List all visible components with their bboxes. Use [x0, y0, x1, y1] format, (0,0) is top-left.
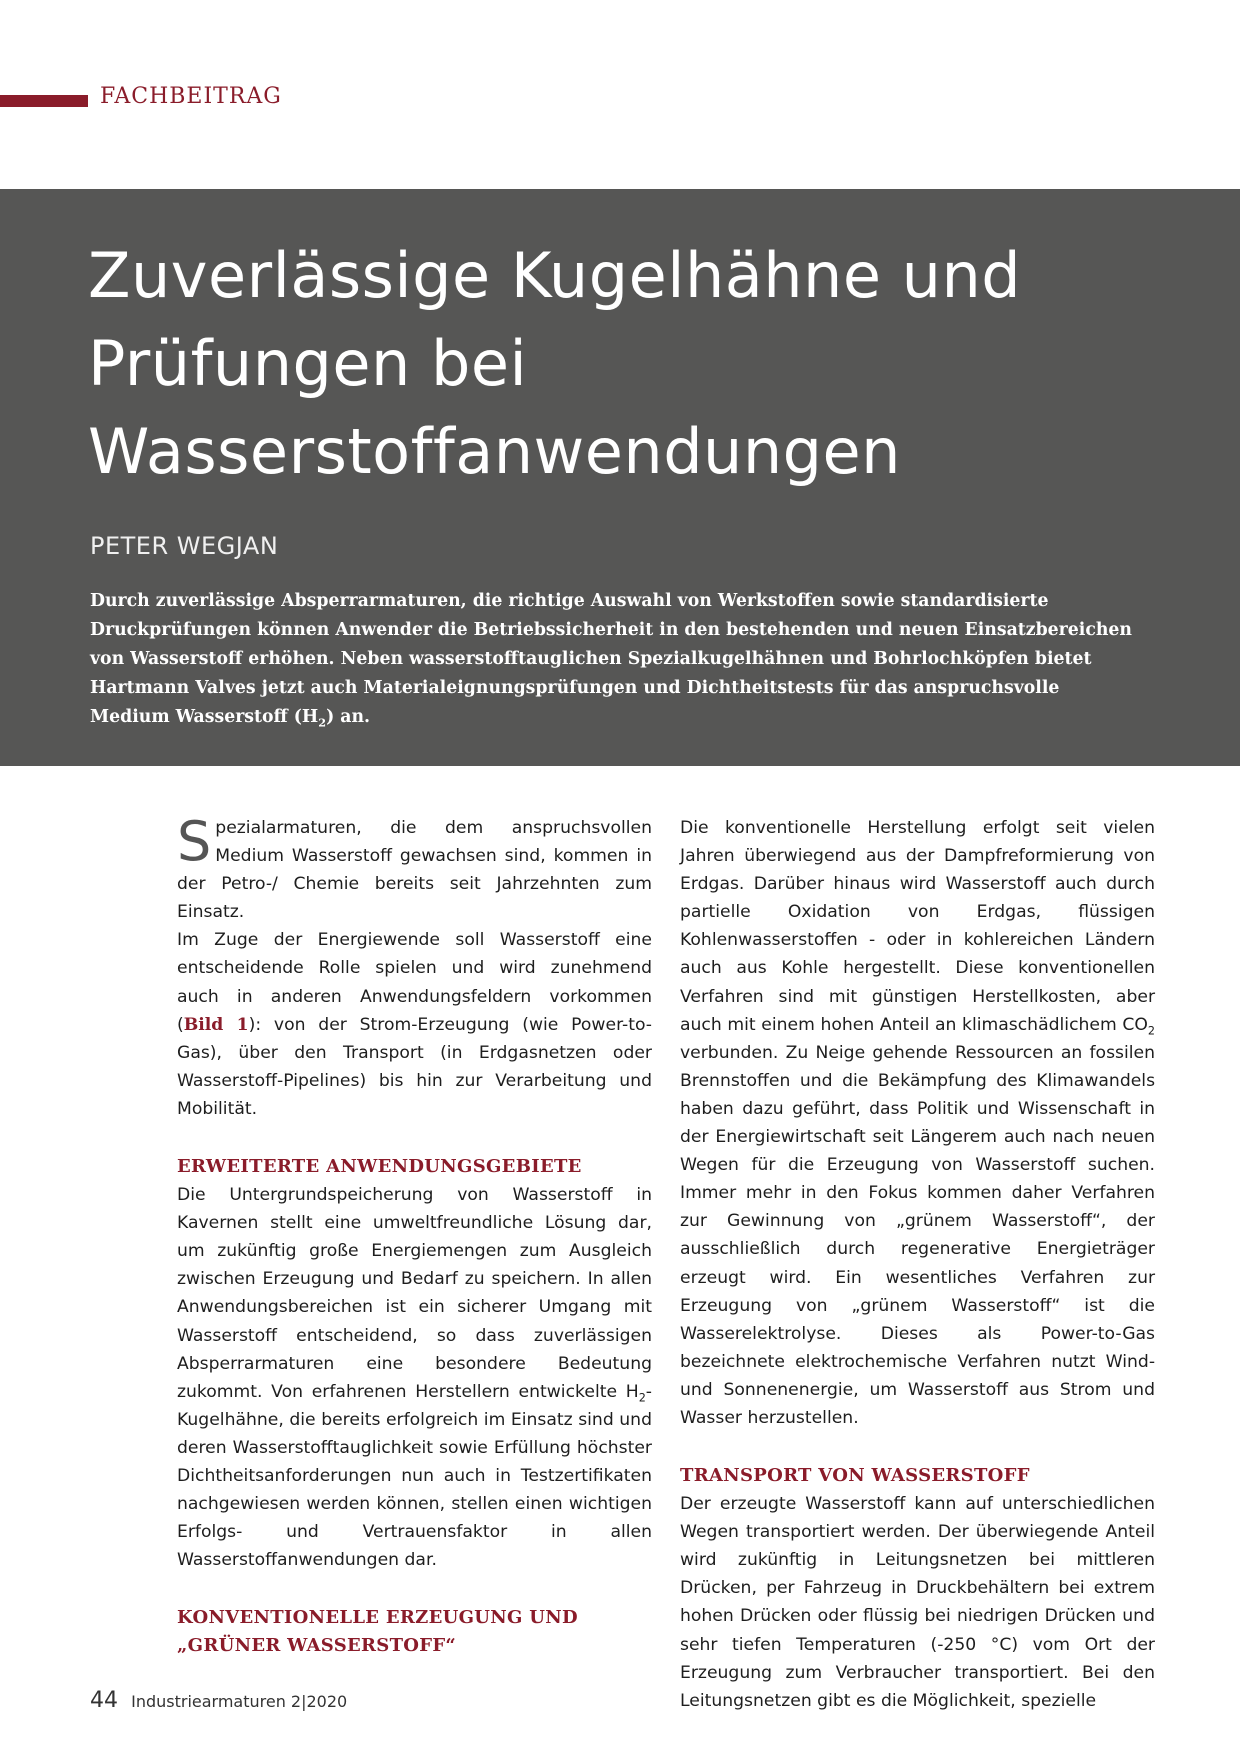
transport-paragraph: Der erzeugte Wasserstoff kann auf unterschiedlichen Wegen transportiert werden. Der überwiegende Anteil wird zukünftig in Leitungsnetzen bei mittleren Drücken, per Fahrzeug in Druckbehältern bei extrem hohen Drücken oder flüssig bei niedrigen Drücken und sehr tiefen Temperaturen (-250 °C) vom Ort der Erzeugung zum Verbraucher transportiert. Bei den Leitungsnetzen gibt es die Möglichkeit, spezielle — [680, 1494, 1155, 1711]
lead-end: ) an. — [326, 707, 371, 727]
text-column-left — [177, 810, 653, 1660]
section-label: FACHBEITRAG — [100, 84, 282, 109]
figure-reference-link[interactable]: Bild 1 — [183, 1014, 249, 1035]
drop-cap: S — [177, 810, 212, 873]
lead-subscript: 2 — [318, 715, 327, 730]
lead-text: Durch zuverlässige Absperrarmaturen, die richtige Auswahl von Werkstoffen sowie standardisierte Druckprüfungen können Anwender die Betriebssicherheit in den bestehenden und neuen Einsatzbereichen von Wasserstoff erhöhen. Neben wasserstofftauglichen Spezialkugelhähnen und Bohrlochköpfen bietet Hartmann Valves jetzt auch Materialeignungsprüfungen und Dichtheitstests für das anspruchsvolle Medium Wasserstoff (H — [90, 591, 1132, 727]
page-number: 44 — [90, 1688, 118, 1713]
subheading-transport: TRANSPORT VON WASSERSTOFF — [680, 1465, 1030, 1487]
article-author: PETER WEGJAN — [90, 532, 279, 560]
subheading-erweitert: ERWEITERTE ANWENDUNGSGEBIETE — [177, 1156, 582, 1178]
section-marker-bar — [0, 95, 88, 107]
intro-text: pezialarmaturen, die dem anspruchsvollen Medium Wasserstoff gewachsen sind, kommen in der Petro-/ Chemie bereits seit Jahrzehnten zum Einsatz. — [177, 818, 652, 923]
paragraph-text: Im Zuge der Energiewende soll Wasserstoff eine entscheidende Rolle spielen und wird zunehmend auch in anderen Anwendungsfeldern vorkommen ( — [177, 930, 652, 1035]
intro-paragraph — [177, 810, 652, 926]
erweitert-paragraph — [177, 1181, 652, 1574]
page-footer — [90, 1688, 347, 1713]
paragraph-text: ): von der Strom-Erzeugung (wie Power-to-Gas), über den Transport (in Erdgasnetzen oder Wasserstoff-Pipelines) bis hin zur Verarbeitung und Mobilität. — [177, 1014, 653, 1119]
publication-name: Industriearmaturen 2|2020 — [131, 1692, 348, 1711]
paragraph-text: -Kugelhähne, die bereits erfolgreich im Einsatz sind und deren Wasserstofftauglichkeit sowie Erfüllung höchster Dichtheitsanforderungen nun auch in Testzertifikaten nachgewiesen werden können, stellen einen wichtigen Erfolgs- und Vertrauensfaktor in allen Wasserstoffanwendungen dar. — [177, 1381, 652, 1571]
energy-transition-paragraph — [177, 926, 652, 1123]
konventionell-paragraph-continued: Die konventionelle Herstellung erfolgt seit vielen Jahren überwiegend aus der Dampfreformierung von Erdgas. Darüber hinaus wird Wasserstoff auch durch partielle Oxidation von Erdgas, flüssigen Kohlenwasserstoffen - oder in kohlereichen Ländern auch aus Kohle hergestellt. Diese konventionellen Verfahren sind mit günstigen Herstellkosten, aber auch mit einem hohen Anteil an klimaschädlichem $CO_2$ verbunden. Zu Neige gehende Ressourcen an fossilen Brennstoffen und die Bekämpfung des Klimawandels haben dazu geführt, dass Politik und Wissenschaft in der Energiewirtschaft seit Längerem auch nach neuen Wegen für die Erzeugung von Wasserstoff suchen. Immer mehr in den Fokus kommen daher Verfahren zur Gewinnung von „grünem Wasserstoff“, der ausschließlich durch regenerative Energieträger erzeugt wird. Ein wesentliches Verfahren zur Erzeugung von „grünem Wasserstoff“ ist die Wasserelektrolyse. Dieses als Power-to-Gas bezeichnete elektrochemische Verfahren nutzt Wind- und Sonnenenergie, um Wasserstoff aus Strom und Wasser herzustellen. — [680, 818, 1156, 1428]
subheading-konventionell: KONVENTIONELLE ERZEUGUNG UND „GRÜNER WASSERSTOFF“ — [177, 1607, 578, 1657]
article-title: Zuverlässige Kugelhähne und Prüfungen bei Wasserstoffanwendungen — [88, 239, 1022, 488]
text-column-right — [680, 814, 1155, 1715]
subscript: 2 — [638, 1391, 646, 1405]
paragraph-text: Die Untergrundspeicherung von Wasserstoff in Kavernen stellt eine umweltfreundliche Lösung dar, um zukünftig große Energiemengen zum Ausgleich zwischen Erzeugung und Bedarf zu speichern. In allen Anwendungsbereichen ist ein sicherer Umgang mit Wasserstoff entscheidend, so dass zuverlässigen Absperrarmaturen eine besondere Bedeutung zukommt. Von erfahrenen Herstellern entwickelte H — [177, 1185, 652, 1402]
article-lead — [90, 587, 1140, 732]
